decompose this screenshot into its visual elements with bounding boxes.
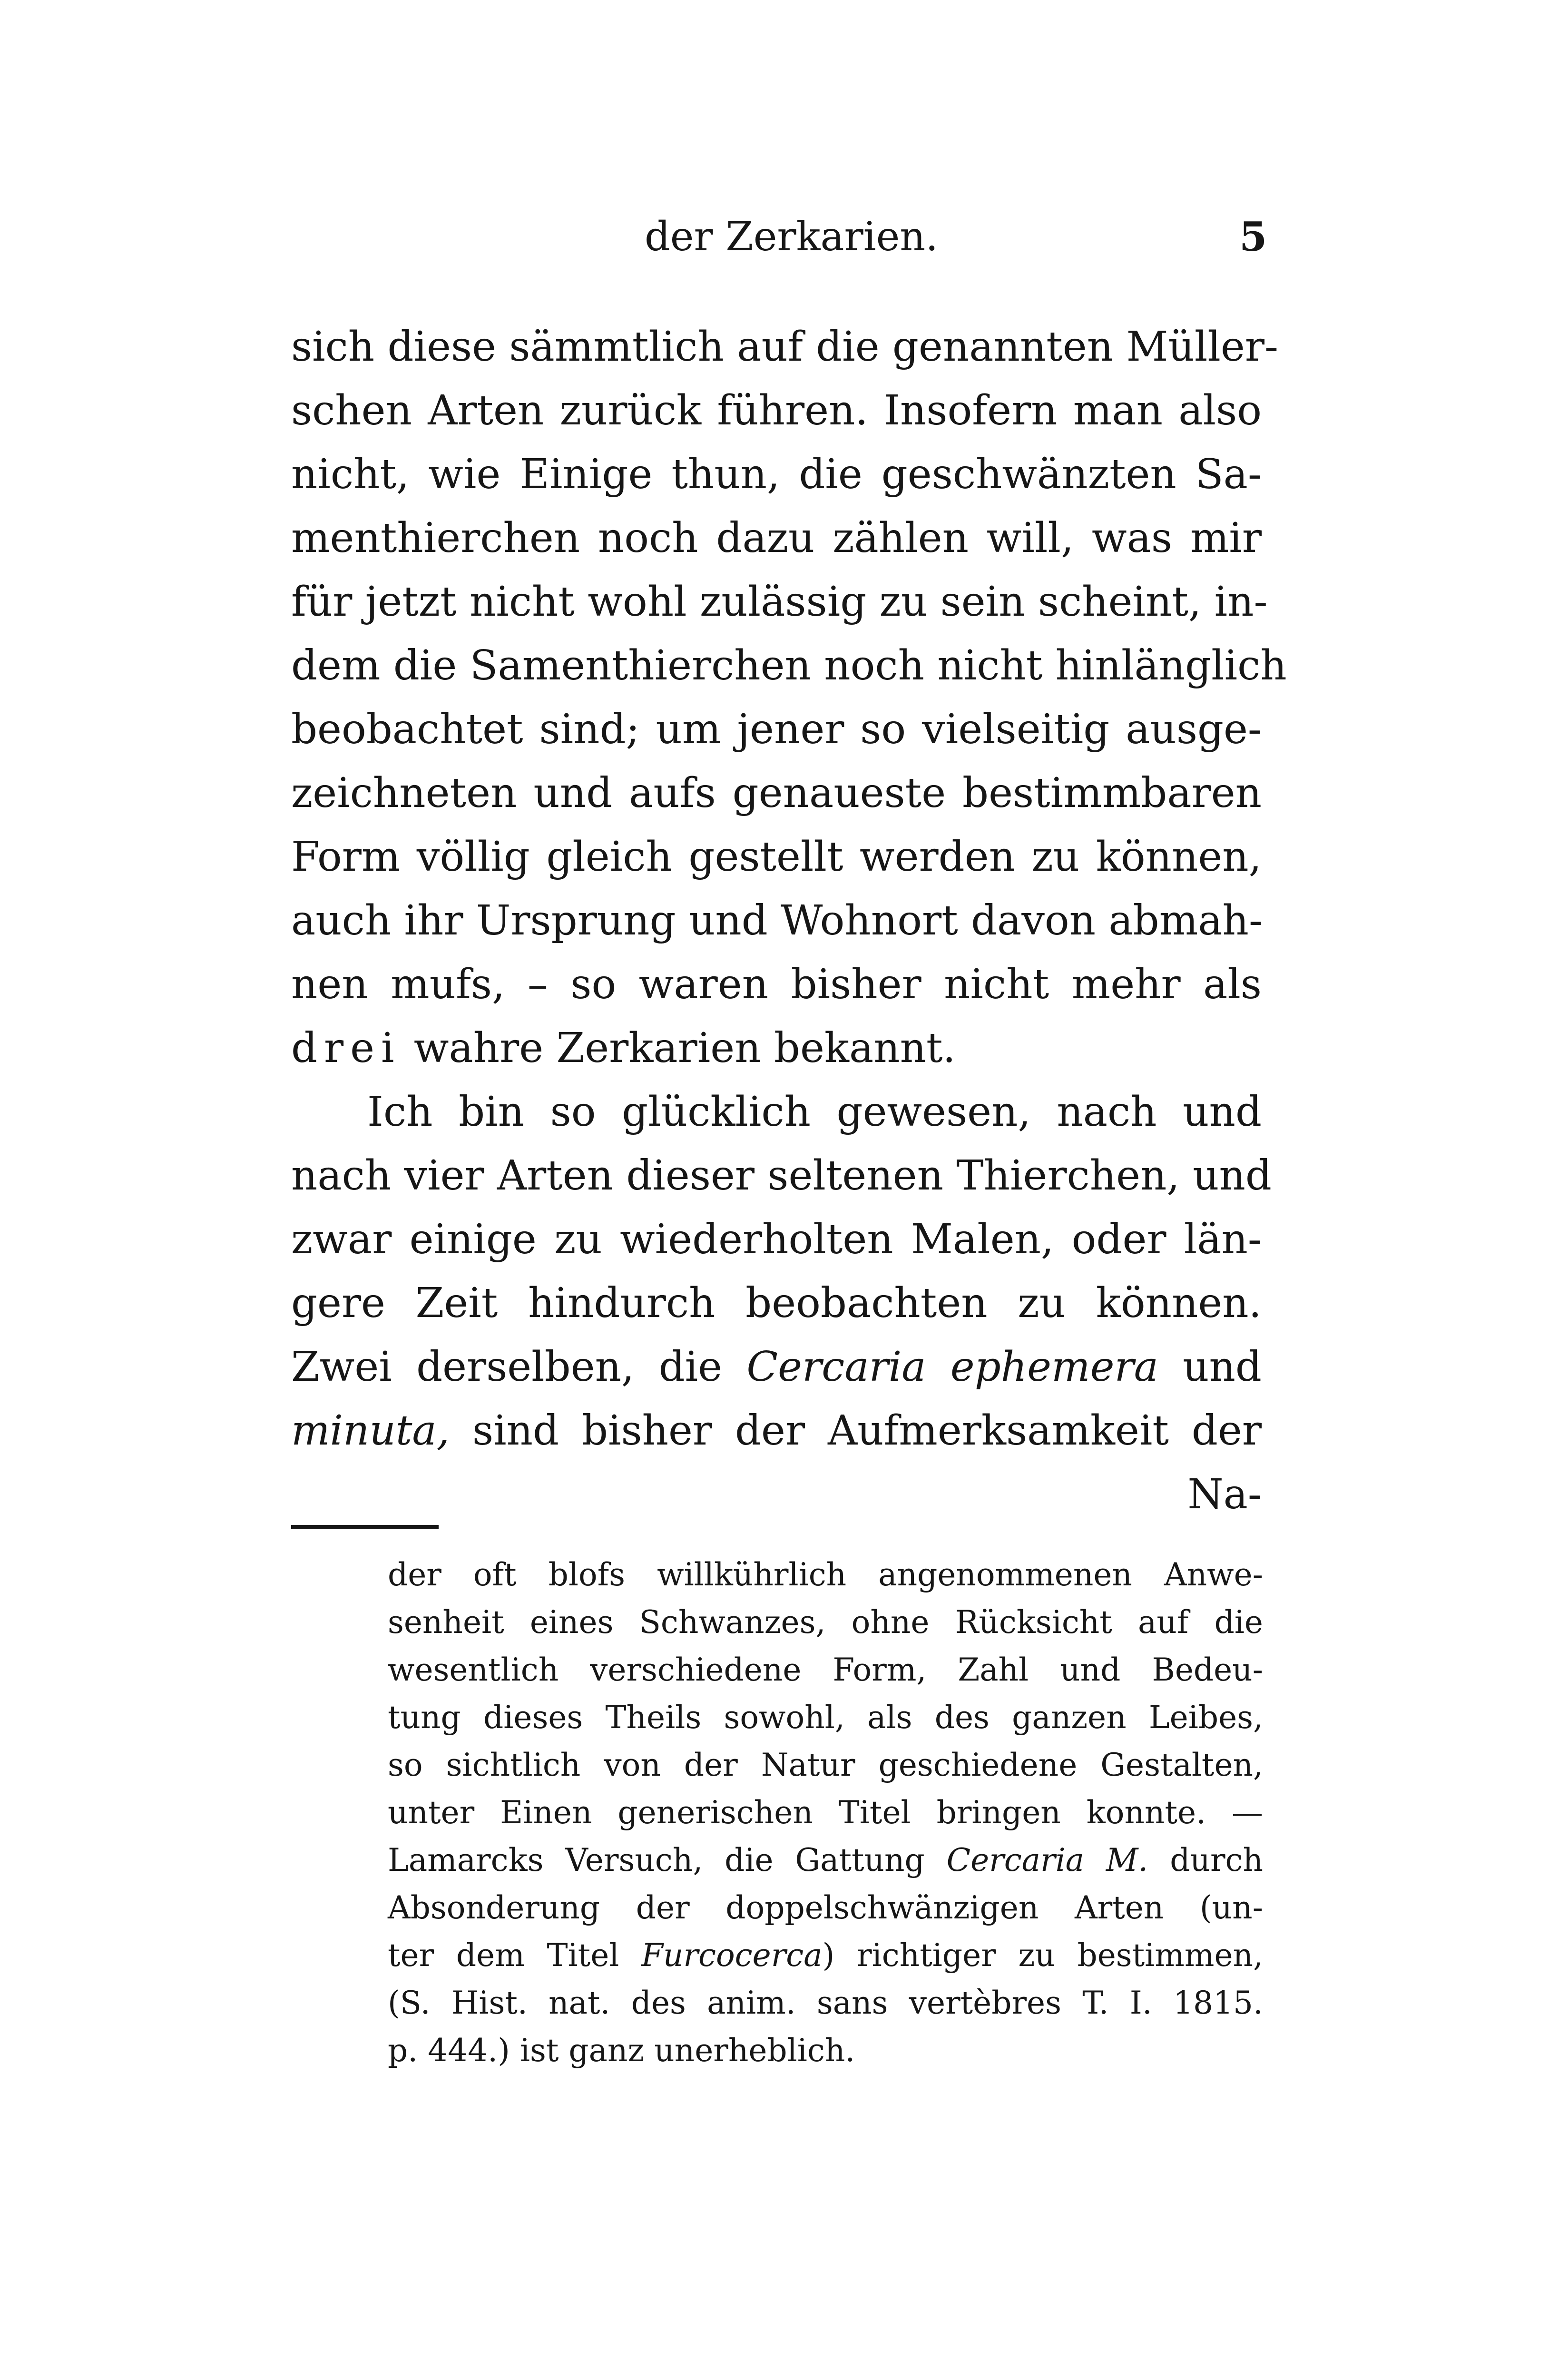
text-fragment: Lamarcks Versuch, die Gattung (388, 1842, 947, 1878)
text-fragment: wahre Zerkarien bekannt. (401, 1024, 956, 1072)
text-line: nach vier Arten dieser seltenen Thierchen, und (291, 1152, 1272, 1199)
text-fragment: und (1158, 1343, 1262, 1391)
page-number: 5 (1239, 213, 1267, 260)
footnote-line: tung dieses Theils sowohl, als des ganzen Leibes, (388, 1699, 1263, 1736)
text-line: beobachtet sind; um jener so vielseitig ausge- (291, 706, 1262, 753)
footnote-line: Absonderung der doppelschwänzigen Arten (un- (388, 1889, 1263, 1926)
text-line: Form völlig gleich gestellt werden zu können, (291, 833, 1262, 881)
text-line (291, 1399, 1262, 1463)
footnote-line (388, 1932, 1263, 1979)
text-line: schen Arten zurück führen. Insofern man also (291, 387, 1262, 434)
text-fragment: ) richtiger zu bestimmen, (822, 1937, 1264, 1974)
text-line: menthierchen noch dazu zählen will, was mir (291, 514, 1262, 562)
footnote-line: p. 444.) ist ganz unerheblich. (388, 2032, 855, 2069)
genus-name: Cercaria M. (946, 1842, 1148, 1878)
text-line: zwar einige zu wiederholten Malen, oder län- (291, 1216, 1262, 1263)
text-line: dem die Samenthierchen noch nicht hinlänglich (291, 642, 1287, 689)
species-name: minuta, (291, 1407, 450, 1455)
footnote (388, 1551, 1263, 2074)
text-line: für jetzt nicht wohl zulässig zu sein scheint, in- (291, 578, 1268, 626)
running-title: der Zerkarien. (645, 213, 939, 260)
emphasized-word: drei (291, 1024, 401, 1072)
text-line: gere Zeit hindurch beobachten zu können. (291, 1279, 1262, 1327)
paragraph-first-line: Ich bin so glücklich gewesen, nach und (367, 1088, 1262, 1136)
text-fragment: sind bisher der Aufmerksamkeit der (450, 1407, 1262, 1455)
footnote-line: (S. Hist. nat. des anim. sans vertèbres T. I. 1815. (388, 1985, 1263, 2021)
text-fragment: durch (1148, 1842, 1263, 1878)
genus-name: Furcocerca (641, 1937, 823, 1974)
footnote-line: senheit eines Schwanzes, ohne Rücksicht auf die (388, 1604, 1263, 1641)
text-fragment: Zwei derselben, die (291, 1343, 747, 1391)
text-line: auch ihr Ursprung und Wohnort davon abmah- (291, 897, 1263, 944)
text-line: nen mufs, – so waren bisher nicht mehr als (291, 961, 1262, 1008)
text-line: nicht, wie Einige thun, die geschwänzten Sa- (291, 451, 1262, 498)
footnote-line: der oft blofs willkührlich angenommenen Anwe- (388, 1556, 1263, 1593)
species-name: Cercaria ephemera (746, 1343, 1158, 1391)
footnote-line: unter Einen generischen Titel bringen konnte. — (388, 1794, 1263, 1831)
text-line: sich diese sämmtlich auf die genannten Müller- (291, 323, 1279, 371)
text-line (291, 1335, 1262, 1399)
text-fragment: ter dem Titel (388, 1937, 642, 1974)
footnote-line: so sichtlich von der Natur geschiedene Gestalten, (388, 1747, 1263, 1783)
catchword: Na- (1187, 1471, 1262, 1518)
main-text (291, 315, 1287, 1526)
footnote-line (388, 1837, 1263, 1884)
footnote-rule (291, 1525, 439, 1529)
footnote-line: wesentlich verschiedene Form, Zahl und Bedeu- (388, 1652, 1263, 1688)
running-head (0, 213, 1568, 275)
text-line: zeichneten und aufs genaueste bestimmbaren (291, 769, 1262, 817)
text-line (291, 1016, 1262, 1080)
